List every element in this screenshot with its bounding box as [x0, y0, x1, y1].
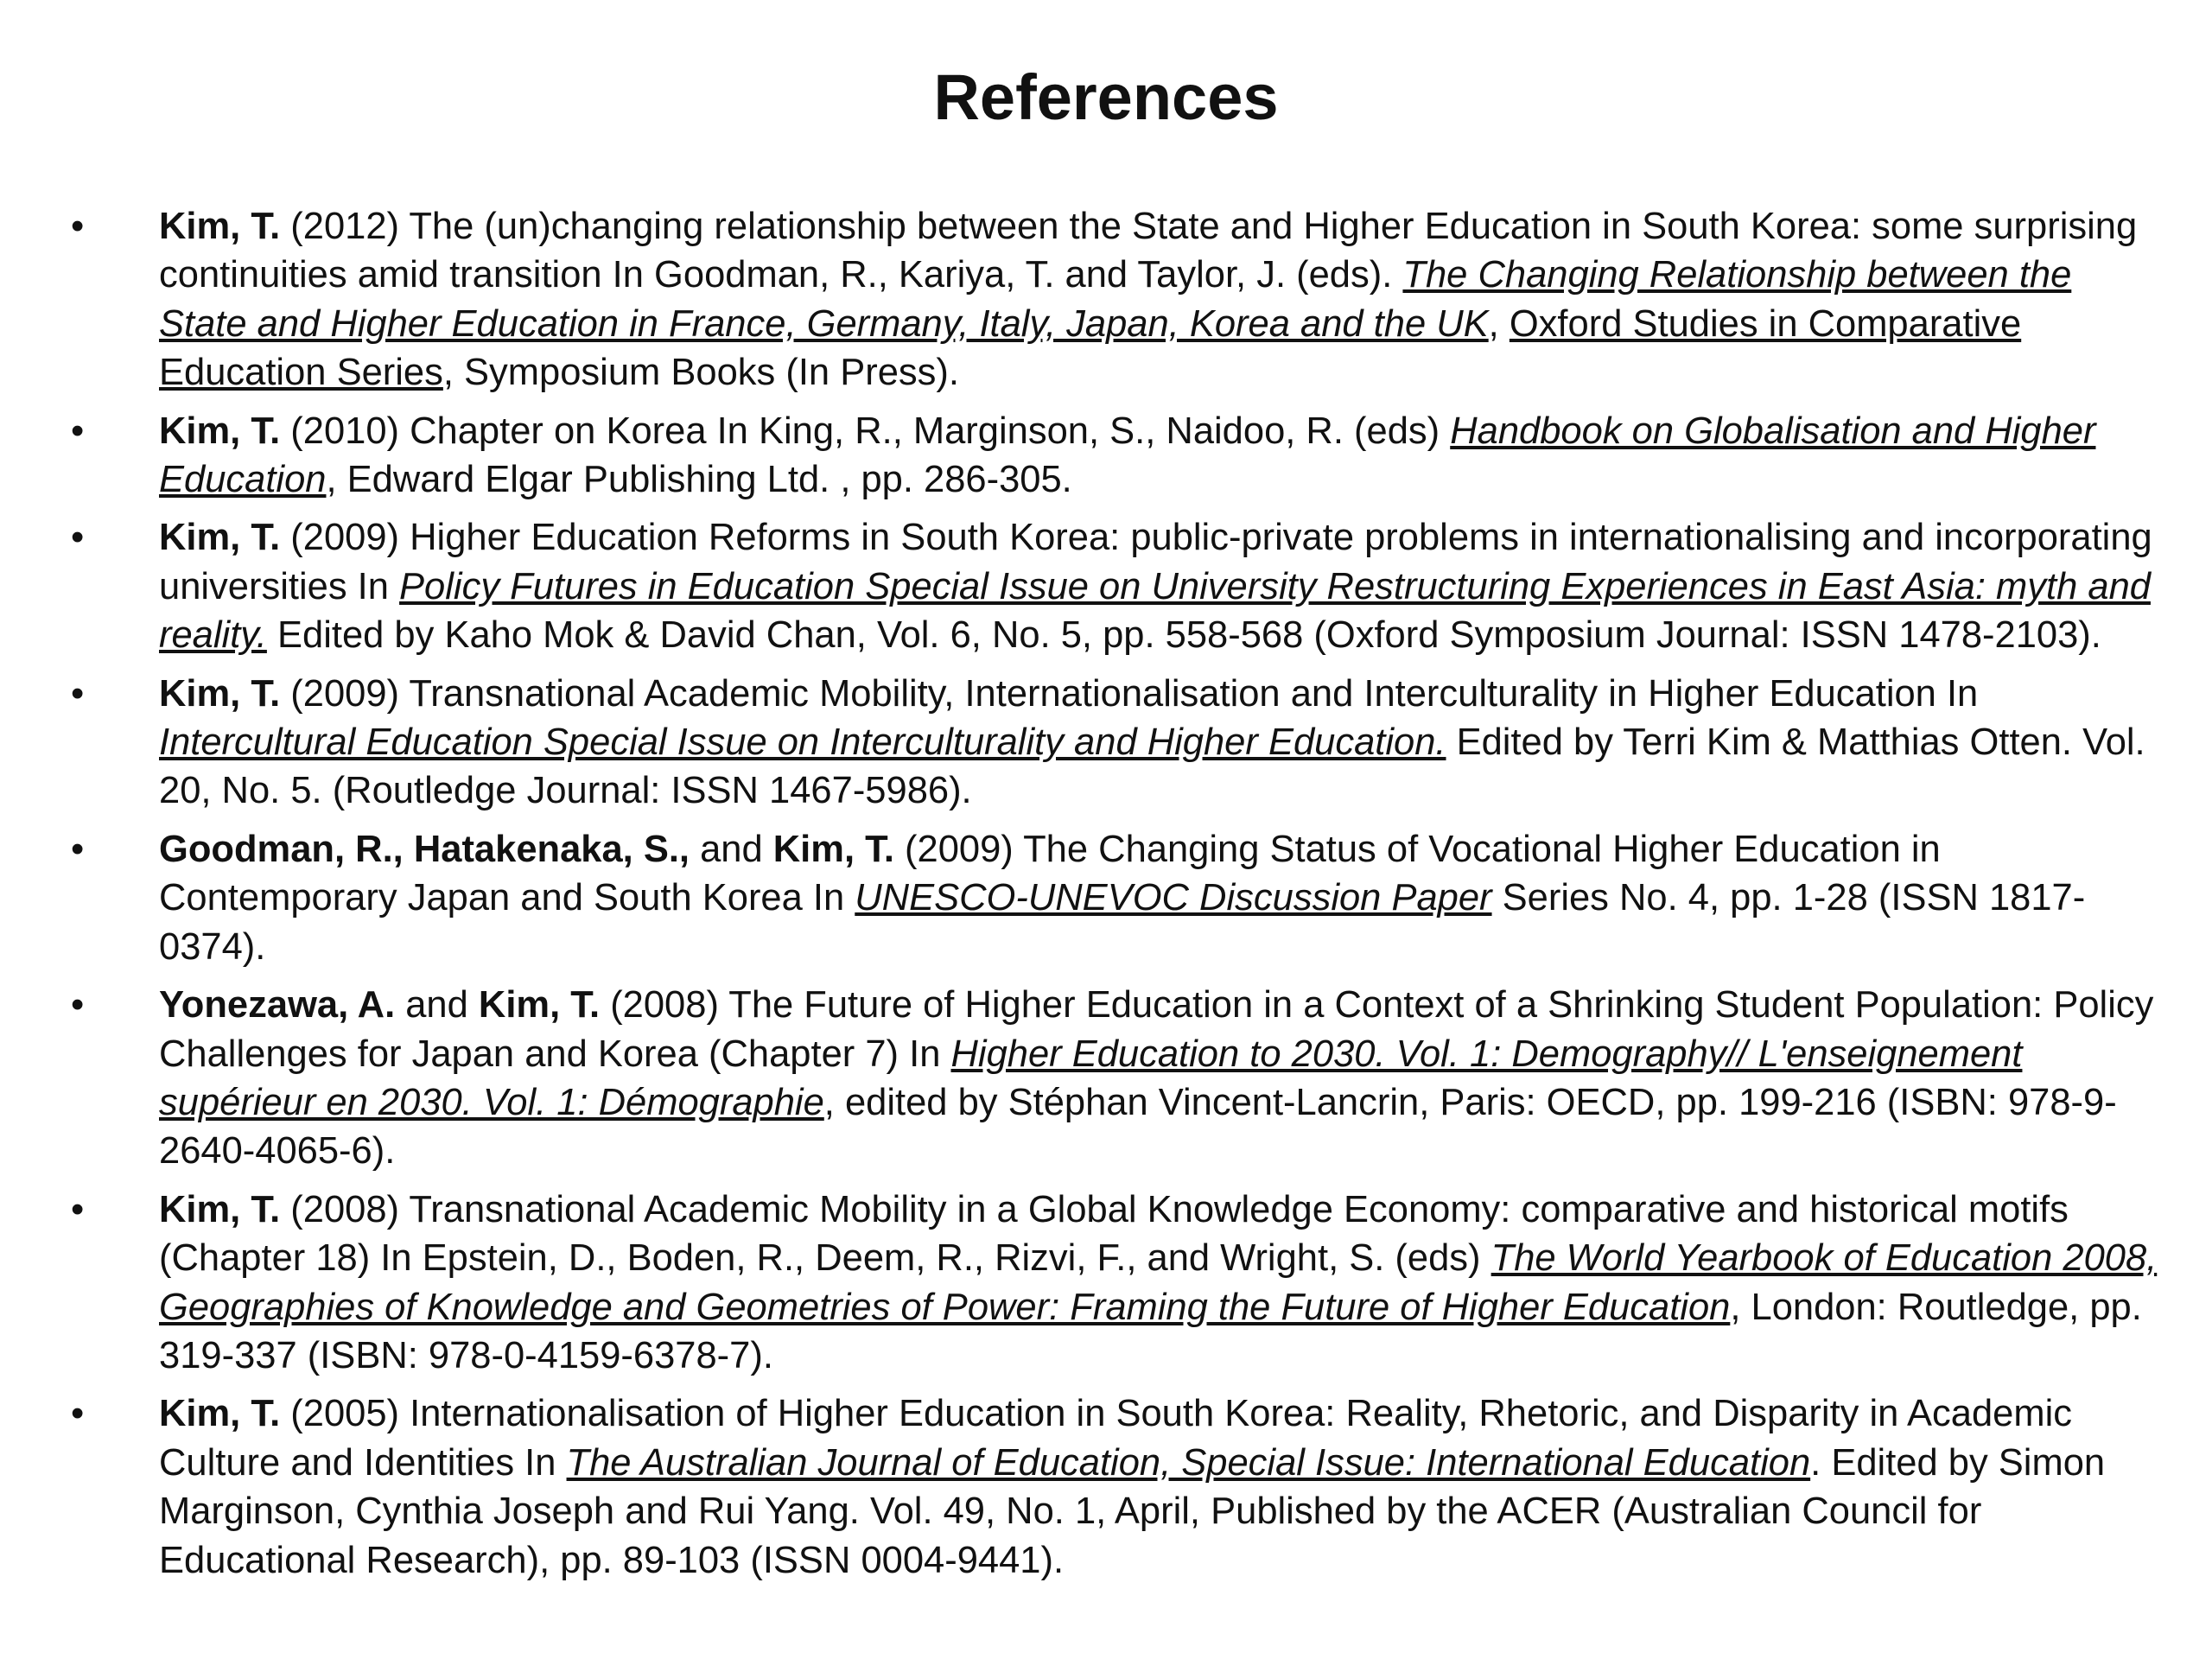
reference-text-end: . Edited by Simon Marginson, Cynthia Joseph and Rui Yang. Vol. 49, No. 1, April, Published by the ACER (Australian Council for Educational Research), pp. 89-103 (ISSN 0004-9441).	[159, 1441, 2106, 1581]
reference-item	[71, 825, 2162, 971]
reference-text: The Future of Higher Education in a Context of a Shrinking Student Population: Policy Challenges for Japan and Korea (Chapter 7) In	[159, 984, 2154, 1075]
reference-year: (2012)	[290, 206, 400, 247]
reference-year: (2005)	[290, 1393, 400, 1435]
reference-item	[71, 1185, 2162, 1381]
reference-authors: Kim, T.	[159, 1188, 281, 1230]
reference-separator: ,	[1488, 302, 1510, 345]
reference-title-link[interactable]: Policy Futures in Education Special Issue on University Restructuring Experiences in East Asia: myth and reality.	[159, 565, 2151, 657]
reference-authors: Kim, T.	[478, 984, 601, 1027]
reference-text: The Changing Status of Vocational Higher Education in Contemporary Japan and South Korea In	[159, 828, 1941, 919]
bullet-icon: •	[71, 410, 85, 452]
reference-year: (2010)	[290, 410, 400, 452]
reference-item	[71, 513, 2162, 659]
reference-year: (2009)	[290, 517, 400, 559]
reference-title-link[interactable]: UNESCO-UNEVOC Discussion Paper	[855, 877, 1492, 919]
reference-text-end: Series No. 4, pp. 1-28 (ISSN 1817-0374).	[159, 877, 2086, 968]
reference-text: The (un)changing relationship between the State and Higher Education in South Korea: some surprising continuities amid transition In Goodman, R., Kariya, T. and Taylor, J. (eds).	[159, 206, 2138, 296]
reference-authors: Kim, T.	[159, 672, 281, 715]
reference-text-end: , Symposium Books (In Press).	[442, 352, 959, 394]
reference-text: Chapter on Korea In King, R., Marginson, S., Naidoo, R. (eds)	[410, 410, 1451, 452]
reference-text: Internationalisation of Higher Education in South Korea: Reality, Rhetoric, and Disparity in Academic Culture and Identities In	[159, 1393, 2073, 1484]
reference-text: Transnational Academic Mobility in a Global Knowledge Economy: comparative and historical motifs (Chapter 18) In Epstein, D., Boden, R., Deem, R., Rizvi, F., and Wright, S. (eds)	[159, 1188, 2069, 1280]
reference-authors: Kim, T.	[159, 206, 281, 247]
reference-year: (2008)	[610, 984, 719, 1027]
reference-item	[71, 981, 2162, 1176]
reference-year: (2009)	[290, 672, 400, 715]
bullet-icon: •	[71, 517, 85, 559]
reference-title-link[interactable]: The Australian Journal of Education, Special Issue: International Education	[566, 1441, 1811, 1484]
reference-text-end: , edited by Stéphan Vincent-Lancrin, Paris: OECD, pp. 199-216 (ISBN: 978-9-2640-4065-6).	[159, 1081, 2117, 1173]
reference-item	[71, 407, 2162, 505]
bullet-icon: •	[71, 1188, 85, 1230]
reference-title-link[interactable]: Intercultural Education Special Issue on Interculturality and Higher Education.	[159, 721, 1446, 764]
reference-authors: Kim, T.	[772, 828, 894, 870]
bullet-icon: •	[71, 672, 85, 715]
bullet-icon: •	[71, 828, 85, 870]
reference-authors: Kim, T.	[159, 1393, 281, 1435]
reference-title-link[interactable]: The Changing Relationship between the State and Higher Education in France, Germany, Italy, Japan, Korea and the UK	[159, 254, 2072, 345]
reference-text-end: Edited by Terri Kim & Matthias Otten. Vol. 20, No. 5. (Routledge Journal: ISSN 1467-5986).	[159, 721, 2145, 812]
reference-item	[71, 670, 2162, 816]
reference-text: Higher Education Reforms in South Korea: public-private problems in internationalising and incorporating universities In	[159, 517, 2152, 607]
reference-year: (2008)	[290, 1188, 400, 1230]
reference-authors: Goodman, R., Hatakenaka, S.,	[159, 828, 690, 870]
bullet-icon: •	[71, 206, 85, 247]
reference-text-end: , Edward Elgar Publishing Ltd. , pp. 286-305.	[326, 459, 1072, 501]
reference-conjunction: and	[690, 828, 773, 870]
reference-title-link[interactable]: Higher Education to 2030. Vol. 1: Demography// L'enseignement supérieur en 2030. Vol. 1: Démographie	[159, 1033, 2023, 1123]
reference-text-end: Edited by Kaho Mok & David Chan, Vol. 6, No. 5, pp. 558-568 (Oxford Symposium Journal: ISSN 1478-2103).	[266, 614, 2101, 657]
reference-authors: Yonezawa, A.	[159, 984, 396, 1027]
reference-conjunction: and	[395, 984, 479, 1027]
bullet-icon: •	[71, 984, 85, 1027]
reference-authors: Kim, T.	[159, 410, 281, 452]
reference-series-link[interactable]: Oxford Studies in Comparative Education Series	[159, 302, 2022, 394]
bullet-icon: •	[71, 1393, 85, 1435]
reference-item	[71, 1389, 2162, 1585]
reference-text: Transnational Academic Mobility, Internationalisation and Interculturality in Higher Education In	[409, 672, 1979, 715]
reference-item	[71, 202, 2162, 397]
reference-text-end: , London: Routledge, pp. 319-337 (ISBN: 978-0-4159-6378-7).	[159, 1286, 2142, 1376]
page-title: References	[933, 61, 1279, 133]
reference-year: (2009)	[905, 828, 1014, 870]
reference-authors: Kim, T.	[159, 517, 281, 559]
reference-title-link[interactable]: Handbook on Globalisation and Higher Education	[159, 410, 2096, 501]
reference-title-link[interactable]: The World Yearbook of Education 2008, Geographies of Knowledge and Geometries of Power: Framing the Future of Higher Education	[159, 1237, 2158, 1328]
reference-list	[71, 202, 2162, 1594]
